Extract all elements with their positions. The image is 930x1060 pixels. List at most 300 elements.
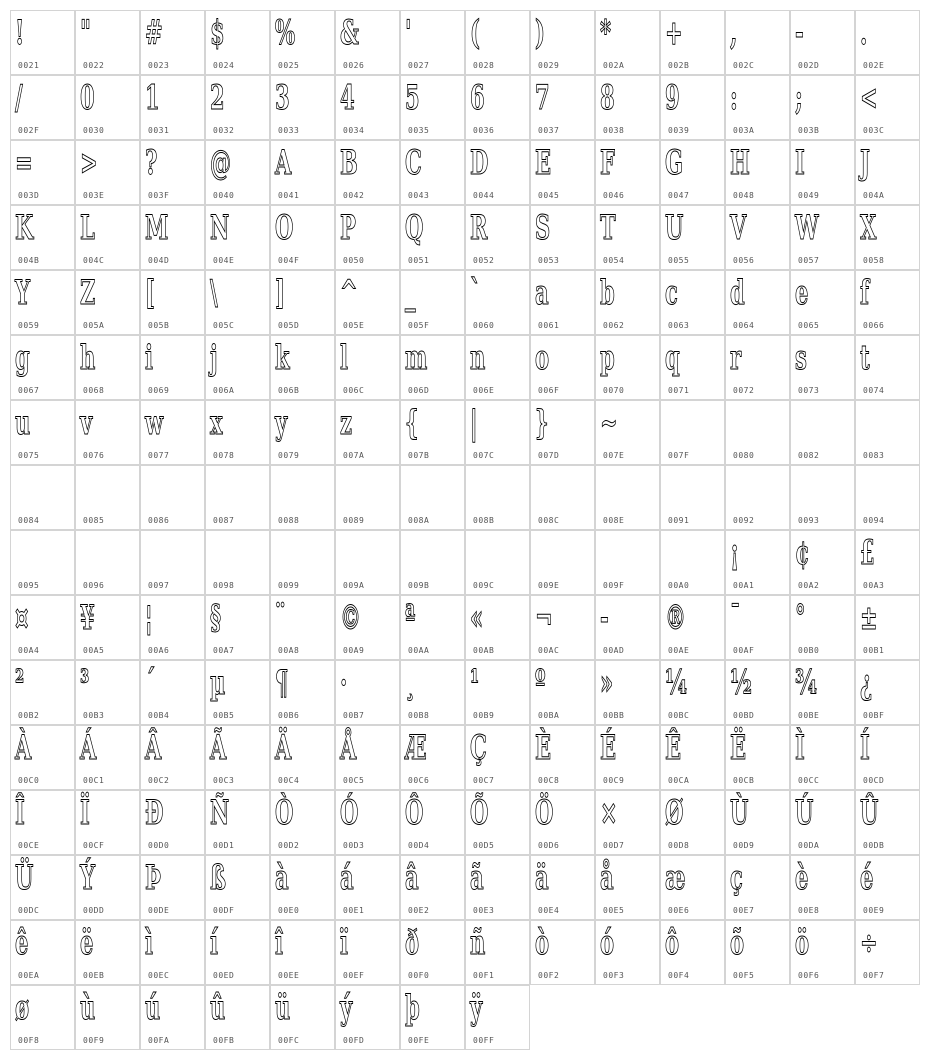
glyph-preview: x (210, 403, 223, 443)
glyph-code-label: 00C9 (603, 776, 625, 785)
glyph-code-label: 0030 (83, 126, 105, 135)
glyph-preview (210, 469, 227, 509)
glyph-preview (535, 469, 552, 509)
glyph-cell (75, 205, 140, 270)
glyph-preview (665, 534, 682, 574)
glyph-code-label: 0031 (148, 126, 170, 135)
glyph-preview: £ (860, 533, 875, 573)
glyph-code-label: 0042 (343, 191, 365, 200)
glyph-preview: K (15, 208, 34, 248)
glyph-cell (855, 790, 920, 855)
glyph-code-label: 00D9 (733, 841, 755, 850)
glyph-code-label: 00D7 (603, 841, 625, 850)
glyph-preview: \ (210, 273, 218, 313)
glyph-code-label: 0051 (408, 256, 430, 265)
glyph-preview: ï (340, 923, 349, 963)
glyph-preview: ! (15, 13, 25, 53)
glyph-code-label: 00CE (18, 841, 40, 850)
glyph-preview: ¨ (275, 598, 286, 638)
glyph-cell (270, 75, 335, 140)
glyph-code-label: 0057 (798, 256, 820, 265)
glyph-preview: - (795, 13, 804, 53)
glyph-code-label: 00B6 (278, 711, 300, 720)
glyph-code-label: 0025 (278, 61, 300, 70)
glyph-code-label: 00B7 (343, 711, 365, 720)
glyph-preview: > (80, 143, 98, 183)
glyph-cell (595, 10, 660, 75)
glyph-cell (530, 660, 595, 725)
glyph-code-label: 006B (278, 386, 300, 395)
glyph-code-label: 00C5 (343, 776, 365, 785)
glyph-code-label: 0034 (343, 126, 365, 135)
glyph-code-label: 00F1 (473, 971, 495, 980)
glyph-preview: ¤ (15, 598, 29, 638)
glyph-preview: Ð (145, 793, 164, 833)
glyph-cell (10, 660, 75, 725)
glyph-code-label: 0076 (83, 451, 105, 460)
glyph-cell (530, 75, 595, 140)
glyph-preview: ù (80, 988, 96, 1028)
glyph-cell (595, 660, 660, 725)
glyph-code-label: 0021 (18, 61, 40, 70)
glyph-cell (790, 660, 855, 725)
glyph-cell (790, 205, 855, 270)
glyph-code-label: 0035 (408, 126, 430, 135)
glyph-cell (140, 75, 205, 140)
glyph-code-label: 00E2 (408, 906, 430, 915)
glyph-preview: ( (470, 13, 480, 53)
glyph-cell (400, 855, 465, 920)
glyph-code-label: 00F0 (408, 971, 430, 980)
glyph-preview: j (210, 338, 218, 378)
glyph-preview: À (15, 728, 32, 768)
glyph-cell (855, 140, 920, 205)
glyph-preview (405, 469, 422, 509)
glyph-preview: t (860, 338, 870, 378)
glyph-code-label: 00B8 (408, 711, 430, 720)
glyph-cell (660, 400, 725, 465)
glyph-cell (725, 790, 790, 855)
glyph-code-label: 0072 (733, 386, 755, 395)
glyph-code-label: 002E (863, 61, 885, 70)
glyph-preview: ³ (80, 663, 90, 703)
glyph-code-label: 003F (148, 191, 170, 200)
glyph-preview: & (340, 13, 360, 53)
glyph-code-label: 0022 (83, 61, 105, 70)
glyph-cell (855, 595, 920, 660)
glyph-cell (530, 400, 595, 465)
glyph-preview: 1 (145, 78, 160, 118)
glyph-cell (855, 400, 920, 465)
glyph-code-label: 00AF (733, 646, 755, 655)
glyph-code-label: 00DF (213, 906, 235, 915)
glyph-cell (790, 75, 855, 140)
glyph-code-label: 004E (213, 256, 235, 265)
glyph-cell (660, 75, 725, 140)
glyph-code-label: 00EB (83, 971, 105, 980)
glyph-cell (270, 205, 335, 270)
glyph-preview: T (600, 208, 616, 248)
glyph-preview: ú (145, 988, 161, 1028)
glyph-preview: F (600, 143, 615, 183)
glyph-preview (665, 469, 682, 509)
glyph-cell (725, 530, 790, 595)
glyph-cell (465, 790, 530, 855)
glyph-preview: « (470, 598, 484, 638)
glyph-code-label: 003B (798, 126, 820, 135)
glyph-cell (465, 75, 530, 140)
glyph-cell (75, 920, 140, 985)
glyph-preview: ÿ (470, 988, 483, 1028)
glyph-code-label: 0088 (278, 516, 300, 525)
glyph-cell (400, 400, 465, 465)
glyph-code-label: 009E (538, 581, 560, 590)
glyph-cell (530, 270, 595, 335)
glyph-cell (660, 270, 725, 335)
glyph-code-label: 0037 (538, 126, 560, 135)
glyph-preview: A (275, 143, 292, 183)
glyph-code-label: 00C2 (148, 776, 170, 785)
glyph-preview: Ý (80, 858, 96, 898)
glyph-preview: § (210, 598, 222, 638)
glyph-code-label: 0092 (733, 516, 755, 525)
glyph-code-label: 00E8 (798, 906, 820, 915)
glyph-preview: · (340, 663, 348, 703)
glyph-code-label: 004F (278, 256, 300, 265)
glyph-cell (530, 920, 595, 985)
glyph-cell (530, 855, 595, 920)
glyph-code-label: 003A (733, 126, 755, 135)
glyph-code-label: 002A (603, 61, 625, 70)
glyph-code-label: 006D (408, 386, 430, 395)
glyph-cell (660, 920, 725, 985)
glyph-cell (205, 790, 270, 855)
glyph-preview: 6 (470, 78, 485, 118)
glyph-preview: 2 (210, 78, 225, 118)
glyph-cell (10, 855, 75, 920)
glyph-preview: k (275, 338, 290, 378)
glyph-code-label: 0097 (148, 581, 170, 590)
glyph-preview: X (860, 208, 877, 248)
glyph-preview: Ç (470, 728, 487, 768)
glyph-code-label: 0074 (863, 386, 885, 395)
glyph-preview: N (210, 208, 230, 248)
glyph-preview (535, 534, 552, 574)
glyph-preview: ÷ (860, 923, 878, 963)
glyph-preview: ] (275, 273, 285, 313)
glyph-cell (530, 140, 595, 205)
glyph-cell (10, 920, 75, 985)
glyph-cell (335, 920, 400, 985)
glyph-code-label: 0050 (343, 256, 365, 265)
glyph-cell (10, 790, 75, 855)
glyph-preview: î (275, 923, 284, 963)
glyph-cell (205, 465, 270, 530)
glyph-preview: Ü (15, 858, 34, 898)
glyph-code-label: 00D6 (538, 841, 560, 850)
glyph-cell (270, 465, 335, 530)
glyph-cell (10, 140, 75, 205)
glyph-preview: ° (795, 598, 806, 638)
glyph-code-label: 00D2 (278, 841, 300, 850)
glyph-preview: Ö (535, 793, 554, 833)
glyph-code-label: 00C4 (278, 776, 300, 785)
glyph-preview: Y (15, 273, 31, 313)
glyph-preview: q (665, 338, 680, 378)
glyph-preview: ç (730, 858, 743, 898)
glyph-code-label: 0044 (473, 191, 495, 200)
glyph-code-label: 00DB (863, 841, 885, 850)
glyph-code-label: 00C0 (18, 776, 40, 785)
glyph-preview (145, 469, 162, 509)
glyph-code-label: 00BC (668, 711, 690, 720)
glyph-preview: 8 (600, 78, 615, 118)
glyph-preview: S (535, 208, 551, 248)
glyph-preview: ¸ (405, 663, 416, 703)
glyph-cell (660, 335, 725, 400)
glyph-cell (205, 855, 270, 920)
glyph-cell (270, 920, 335, 985)
glyph-preview: ò (535, 923, 550, 963)
glyph-preview (15, 534, 32, 574)
glyph-preview (860, 469, 877, 509)
glyph-code-label: 00DA (798, 841, 820, 850)
glyph-preview: " (80, 13, 91, 53)
glyph-cell (530, 465, 595, 530)
glyph-cell (75, 75, 140, 140)
glyph-code-label: 00B0 (798, 646, 820, 655)
glyph-preview: ' (405, 13, 412, 53)
glyph-preview: ë (80, 923, 94, 963)
glyph-cell (400, 725, 465, 790)
glyph-cell (790, 465, 855, 530)
glyph-code-label: 0086 (148, 516, 170, 525)
glyph-cell (75, 270, 140, 335)
glyph-cell (270, 985, 335, 1050)
glyph-cell (140, 855, 205, 920)
glyph-cell (855, 855, 920, 920)
glyph-code-label: 005E (343, 321, 365, 330)
glyph-preview: ¼ (665, 663, 687, 703)
glyph-code-label: 00C7 (473, 776, 495, 785)
glyph-code-label: 0080 (733, 451, 755, 460)
glyph-code-label: 0089 (343, 516, 365, 525)
glyph-code-label: 007E (603, 451, 625, 460)
glyph-code-label: 00CF (83, 841, 105, 850)
glyph-code-label: 00E4 (538, 906, 560, 915)
glyph-code-label: 0028 (473, 61, 495, 70)
glyph-cell (270, 595, 335, 660)
glyph-cell (725, 660, 790, 725)
glyph-code-label: 00CD (863, 776, 885, 785)
glyph-code-label: 0099 (278, 581, 300, 590)
glyph-code-label: 0041 (278, 191, 300, 200)
glyph-preview: Í (860, 728, 870, 768)
glyph-preview: - (600, 598, 609, 638)
glyph-code-label: 00EF (343, 971, 365, 980)
glyph-preview (665, 404, 682, 444)
glyph-preview: @ (210, 143, 232, 183)
glyph-code-label: 0069 (148, 386, 170, 395)
glyph-preview: i (145, 338, 154, 378)
glyph-cell (400, 465, 465, 530)
glyph-cell (725, 725, 790, 790)
glyph-cell (725, 595, 790, 660)
glyph-cell (335, 790, 400, 855)
glyph-code-label: 009B (408, 581, 430, 590)
glyph-preview: É (600, 728, 617, 768)
glyph-cell (530, 530, 595, 595)
glyph-preview: ñ (470, 923, 486, 963)
glyph-code-label: 0095 (18, 581, 40, 590)
glyph-code-label: 005F (408, 321, 430, 330)
glyph-cell (335, 75, 400, 140)
glyph-cell (140, 140, 205, 205)
glyph-cell (660, 595, 725, 660)
glyph-cell (75, 530, 140, 595)
glyph-preview: + (665, 13, 683, 53)
glyph-preview: Q (405, 208, 424, 248)
glyph-code-label: 0082 (798, 451, 820, 460)
glyph-cell (790, 400, 855, 465)
glyph-preview: Õ (470, 793, 489, 833)
glyph-cell (530, 205, 595, 270)
glyph-code-label: 0039 (668, 126, 690, 135)
glyph-preview: u (15, 403, 31, 443)
glyph-code-label: 00C8 (538, 776, 560, 785)
glyph-code-label: 0040 (213, 191, 235, 200)
glyph-preview: O (275, 208, 294, 248)
glyph-cell (400, 530, 465, 595)
glyph-preview: P (340, 208, 356, 248)
glyph-preview: / (15, 78, 23, 118)
glyph-code-label: 00ED (213, 971, 235, 980)
glyph-cell (205, 205, 270, 270)
glyph-code-label: 00FD (343, 1036, 365, 1045)
glyph-preview: ` (470, 273, 481, 313)
glyph-cell (75, 595, 140, 660)
glyph-cell (10, 335, 75, 400)
glyph-code-label: 0049 (798, 191, 820, 200)
glyph-code-label: 0073 (798, 386, 820, 395)
glyph-code-label: 0070 (603, 386, 625, 395)
glyph-code-label: 00EC (148, 971, 170, 980)
glyph-preview: L (80, 208, 95, 248)
glyph-cell (205, 335, 270, 400)
glyph-preview: | (470, 403, 478, 443)
glyph-preview: ¡ (730, 533, 740, 573)
glyph-cell (140, 400, 205, 465)
glyph-preview: ì (145, 923, 154, 963)
glyph-preview: è (795, 858, 809, 898)
glyph-cell (660, 140, 725, 205)
glyph-cell (595, 530, 660, 595)
glyph-preview: é (860, 858, 874, 898)
glyph-code-label: 00DC (18, 906, 40, 915)
glyph-preview (340, 534, 357, 574)
glyph-code-label: 0091 (668, 516, 690, 525)
glyph-preview: h (80, 338, 96, 378)
glyph-cell (465, 660, 530, 725)
glyph-code-label: 00FF (473, 1036, 495, 1045)
glyph-cell (725, 270, 790, 335)
glyph-code-label: 0048 (733, 191, 755, 200)
glyph-preview: , (730, 13, 738, 53)
glyph-preview: ¿ (860, 663, 873, 703)
glyph-preview: W (795, 208, 819, 248)
glyph-preview: # (145, 13, 163, 53)
glyph-preview: ô (665, 923, 680, 963)
glyph-code-label: 00C6 (408, 776, 430, 785)
glyph-preview (470, 469, 487, 509)
glyph-code-label: 00FC (278, 1036, 300, 1045)
glyph-preview: ^ (340, 273, 358, 313)
glyph-cell (270, 10, 335, 75)
glyph-preview: µ (210, 663, 226, 703)
glyph-preview: e (795, 273, 809, 313)
glyph-preview: û (210, 988, 226, 1028)
glyph-preview: H (730, 143, 750, 183)
glyph-code-label: 00B2 (18, 711, 40, 720)
glyph-preview: Ì (795, 728, 805, 768)
glyph-cell (400, 660, 465, 725)
glyph-cell (10, 75, 75, 140)
glyph-preview: y (275, 403, 288, 443)
glyph-cell (725, 855, 790, 920)
glyph-preview: Ò (275, 793, 294, 833)
glyph-code-label: 00A2 (798, 581, 820, 590)
glyph-preview: ? (145, 143, 158, 183)
glyph-preview: ² (15, 663, 25, 703)
glyph-cell (400, 140, 465, 205)
glyph-code-label: 00A4 (18, 646, 40, 655)
glyph-code-label: 00E0 (278, 906, 300, 915)
glyph-preview: Å (340, 728, 357, 768)
glyph-cell (725, 400, 790, 465)
glyph-code-label: 00B3 (83, 711, 105, 720)
glyph-code-label: 009C (473, 581, 495, 590)
glyph-cell (725, 205, 790, 270)
glyph-preview: % (275, 13, 296, 53)
glyph-cell (205, 985, 270, 1050)
glyph-code-label: 002F (18, 126, 40, 135)
glyph-code-label: 005B (148, 321, 170, 330)
glyph-cell (335, 595, 400, 660)
glyph-preview: × (600, 793, 618, 833)
glyph-cell (270, 725, 335, 790)
glyph-preview: v (80, 403, 93, 443)
glyph-cell (75, 725, 140, 790)
glyph-cell (530, 595, 595, 660)
glyph-preview: ) (535, 13, 545, 53)
glyph-cell (790, 335, 855, 400)
glyph-preview: g (15, 338, 30, 378)
glyph-preview: } (535, 403, 549, 443)
glyph-code-label: 00D3 (343, 841, 365, 850)
glyph-cell (465, 270, 530, 335)
glyph-code-label: 00C1 (83, 776, 105, 785)
glyph-preview: Ú (795, 793, 814, 833)
glyph-preview: È (535, 728, 552, 768)
glyph-cell (790, 140, 855, 205)
glyph-preview: ® (665, 598, 687, 638)
glyph-cell (400, 270, 465, 335)
glyph-code-label: 00AD (603, 646, 625, 655)
glyph-preview: ¯ (730, 598, 741, 638)
glyph-code-label: 003E (83, 191, 105, 200)
glyph-code-label: 00E6 (668, 906, 690, 915)
glyph-code-label: 0054 (603, 256, 625, 265)
